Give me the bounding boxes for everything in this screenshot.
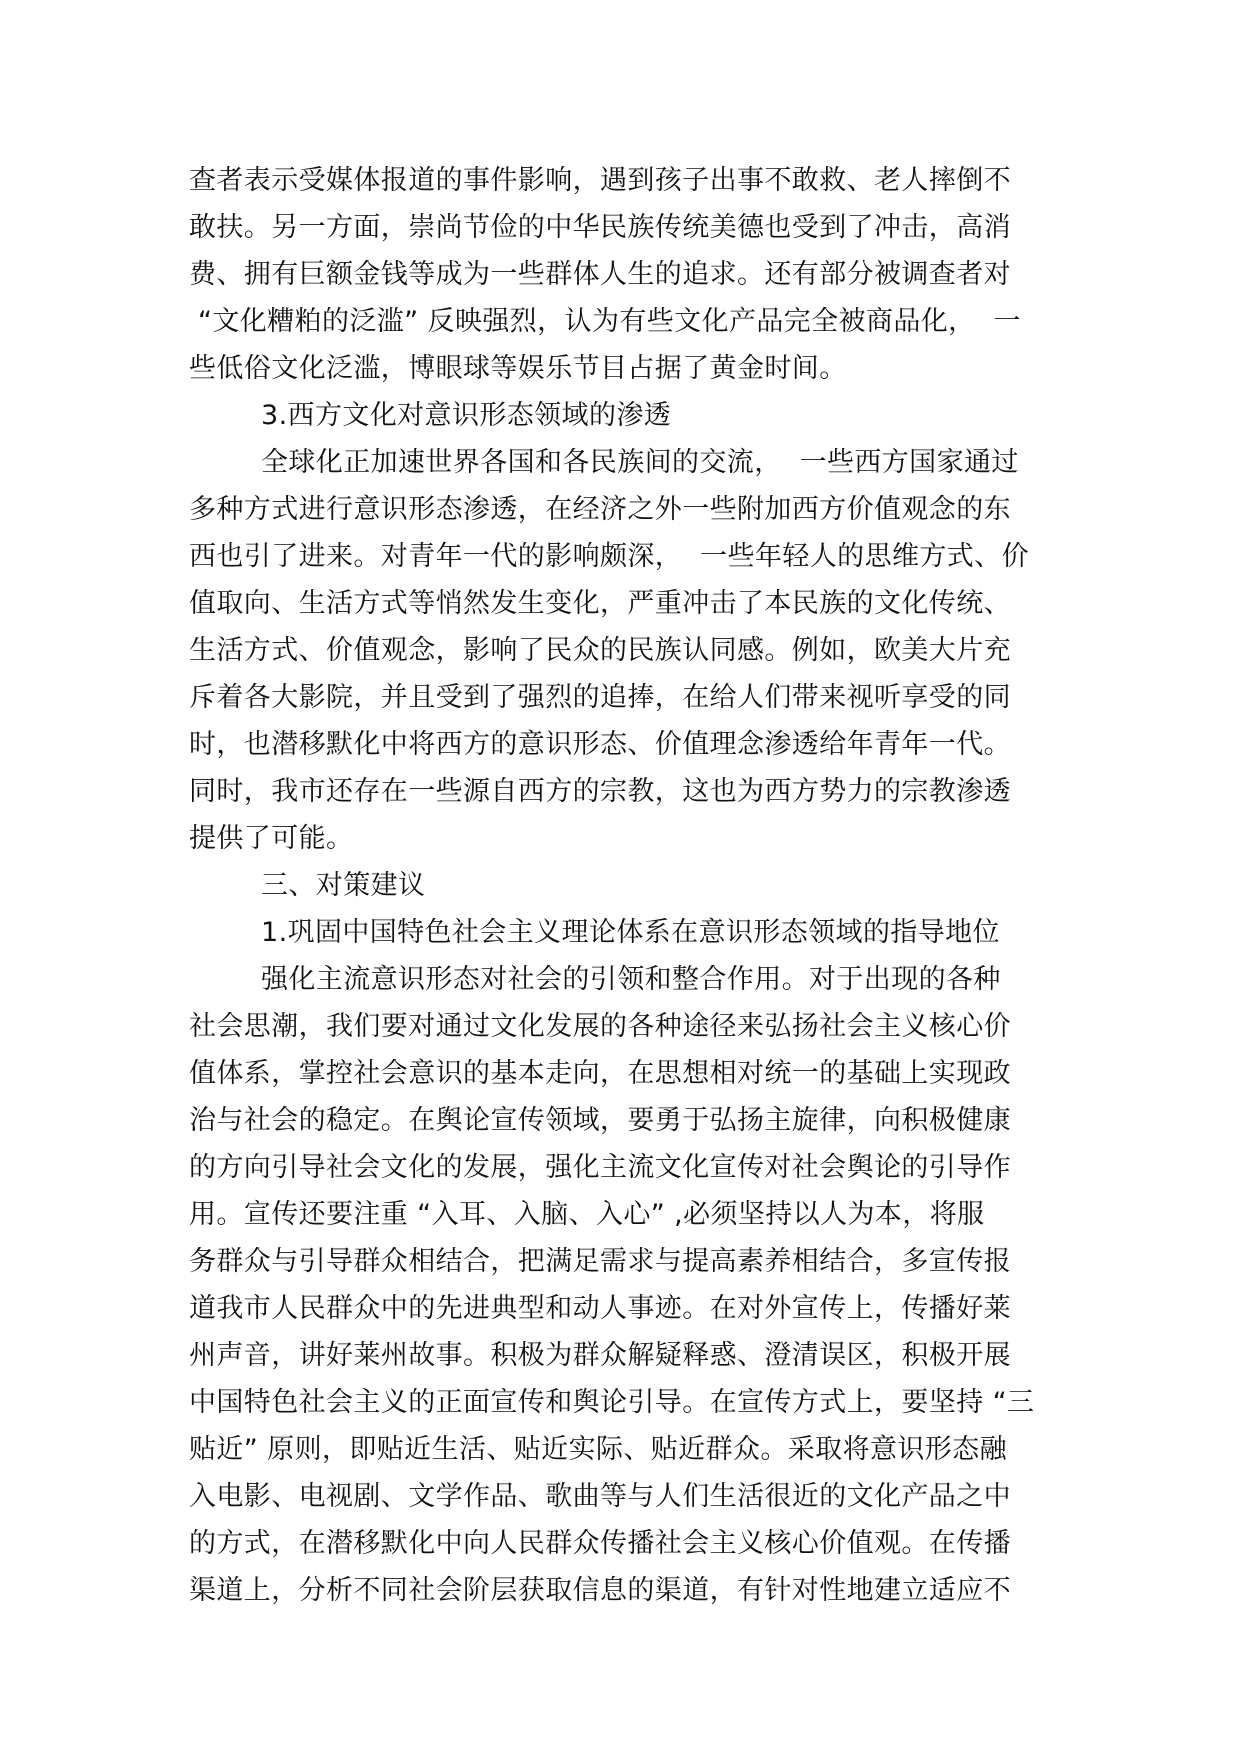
text-line: “文化糟粕的泛滥” 反映强烈，认为有些文化产品完全被商品化， 一 — [189, 306, 1021, 337]
text-line: 查者表示受媒体报道的事件影响，遇到孩子出事不敢救、老人摔倒不 — [189, 165, 1011, 196]
text-line: 社会思潮，我们要对通过文化发展的各种途径来弘扬社会主义核心价 — [189, 1011, 1011, 1042]
text-line: 务群众与引导群众相结合，把满足需求与提高素养相结合，多宣传报 — [189, 1246, 1011, 1277]
text-line: 渠道上，分析不同社会阶层获取信息的渠道，有针对性地建立适应不 — [189, 1575, 1011, 1606]
subsection-heading: 1.巩固中国特色社会主义理论体系在意识形态领域的指导地位 — [261, 917, 1000, 948]
text-line: 多种方式进行意识形态渗透，在经济之外一些附加西方价值观念的东 — [189, 494, 1011, 525]
text-line: 值体系，掌控社会意识的基本走向，在思想相对统一的基础上实现政 — [189, 1058, 1011, 1089]
text-line: 的方式，在潜移默化中向人民群众传播社会主义核心价值观。在传播 — [189, 1528, 1011, 1559]
text-line: 时，也潜移默化中将西方的意识形态、价值理念渗透给年青年一代。 — [189, 729, 1011, 760]
text-line: 同时，我市还存在一些源自西方的宗教，这也为西方势力的宗教渗透 — [189, 776, 1011, 807]
text-line: 的方向引导社会文化的发展，强化主流文化宣传对社会舆论的引导作 — [189, 1152, 1011, 1183]
text-line: 些低俗文化泛滥，博眼球等娱乐节目占据了黄金时间。 — [189, 353, 847, 384]
text-line: 州声音，讲好莱州故事。积极为群众解疑释惑、澄清误区，积极开展 — [189, 1340, 1011, 1371]
text-line: 入电影、电视剧、文学作品、歌曲等与人们生活很近的文化产品之中 — [189, 1481, 1011, 1512]
text-line: 敢扶。另一方面，崇尚节俭的中华民族传统美德也受到了冲击，高消 — [189, 212, 1011, 243]
section-heading: 三、对策建议 — [261, 870, 426, 901]
text-line: 西也引了进来。对青年一代的影响颇深， 一些年轻人的思维方式、价 — [189, 541, 1029, 572]
text-line: 费、拥有巨额金钱等成为一些群体人生的追求。还有部分被调查者对 — [189, 259, 1011, 290]
text-line: 道我市人民群众中的先进典型和动人事迹。在对外宣传上，传播好莱 — [189, 1293, 1011, 1324]
text-line: 提供了可能。 — [189, 823, 354, 854]
text-line: 强化主流意识形态对社会的引领和整合作用。对于出现的各种 — [261, 964, 1001, 995]
text-line: 治与社会的稳定。在舆论宣传领域，要勇于弘扬主旋律，向积极健康 — [189, 1105, 1011, 1136]
text-line: 值取向、生活方式等悄然发生变化，严重冲击了本民族的文化传统、 — [189, 588, 1011, 619]
text-line: 生活方式、价值观念，影响了民众的民族认同感。例如，欧美大片充 — [189, 635, 1011, 666]
section-heading: 3.西方文化对意识形态领域的渗透 — [261, 400, 672, 431]
text-line: 中国特色社会主义的正面宣传和舆论引导。在宣传方式上，要坚持 “三 — [189, 1387, 1035, 1418]
text-line: 全球化正加速世界各国和各民族间的交流， 一些西方国家通过 — [261, 447, 1019, 478]
text-line: 用。宣传还要注重 “入耳、入脑、入心” ,必须坚持以人为本，将服 — [189, 1199, 985, 1230]
text-line: 斥着各大影院，并且受到了强烈的追捧，在给人们带来视听享受的同 — [189, 682, 1011, 713]
text-line: 贴近” 原则，即贴近生活、贴近实际、贴近群众。采取将意识形态融 — [189, 1434, 1007, 1465]
body-text — [189, 157, 1069, 1614]
